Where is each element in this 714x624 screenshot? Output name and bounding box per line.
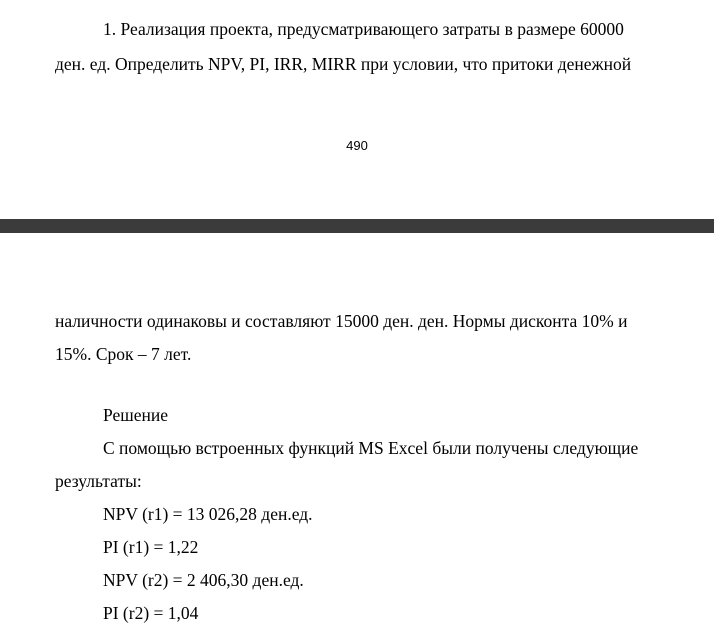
continuation-line-2: 15%. Срок – 7 лет. bbox=[55, 344, 192, 364]
result-pi-r1: PI (r1) = 1,22 bbox=[103, 537, 199, 557]
page-break-separator bbox=[0, 219, 714, 233]
page-bottom bbox=[0, 233, 714, 623]
solution-heading: Решение bbox=[103, 405, 169, 425]
intro-line-1: С помощью встроенных функций MS Excel были получены следующие bbox=[103, 438, 639, 458]
intro-line-2: результаты: bbox=[55, 471, 142, 491]
page-number: 490 bbox=[346, 138, 368, 153]
result-pi-r2: PI (r2) = 1,04 bbox=[103, 603, 199, 623]
continuation-line-1: наличности одинаковы и составляют 15000 ден. ден. Нормы дисконта 10% и bbox=[55, 311, 628, 331]
problem-line-1: 1. Реализация проекта, предусматривающего затраты в размере 60000 bbox=[103, 19, 624, 39]
result-npv-r1: NPV (r1) = 13 026,28 ден.ед. bbox=[103, 504, 313, 524]
problem-line-2: ден. ед. Определить NPV, PI, IRR, MIRR при условии, что притоки денежной bbox=[55, 54, 632, 74]
result-npv-r2: NPV (r2) = 2 406,30 ден.ед. bbox=[103, 570, 304, 590]
page-top bbox=[0, 0, 714, 219]
